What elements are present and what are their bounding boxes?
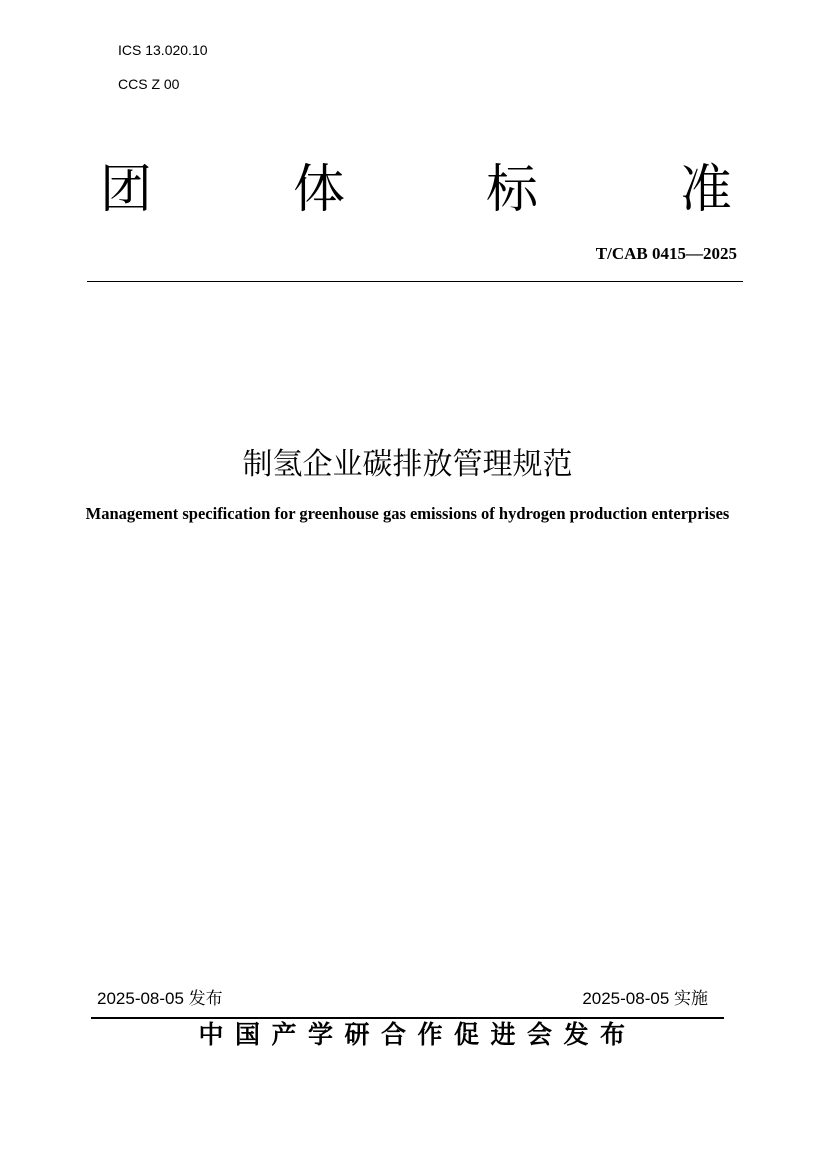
issue-date: 2025-08-05 发布 [97, 989, 223, 1008]
ccs-code: CCS Z 00 [118, 76, 180, 92]
standard-type-char: 准 [680, 160, 733, 220]
publisher: 中国产学研合作促进会发布 [198, 1020, 637, 1049]
top-divider [87, 281, 743, 282]
standard-type-char: 体 [293, 160, 346, 220]
implementation-date: 2025-08-05 实施 [582, 989, 708, 1008]
standard-number: T/CAB 0415—2025 [595, 244, 737, 263]
standard-type-char: 标 [486, 160, 539, 220]
standard-type-char: 团 [100, 160, 153, 220]
ics-code: ICS 13.020.10 [118, 42, 208, 58]
english-title: Management specification for greenhouse gas emissions of hydrogen production enterprises [85, 504, 730, 523]
chinese-title: 制氢企业碳排放管理规范 [242, 447, 573, 482]
